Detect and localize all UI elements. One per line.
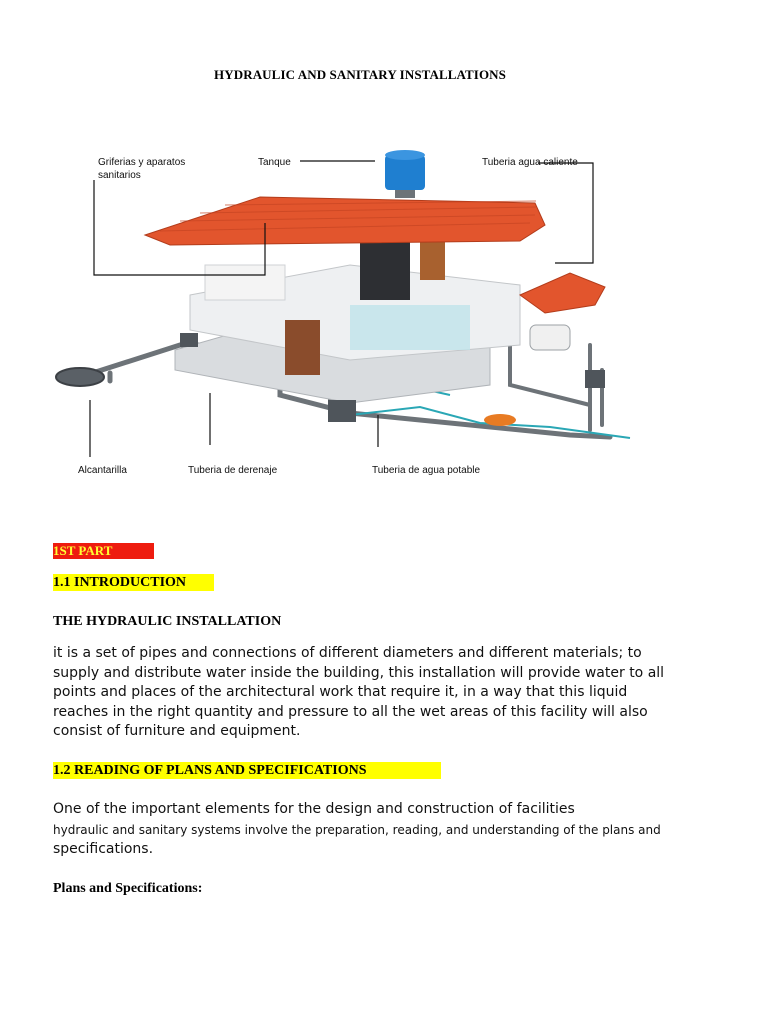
house-structure — [175, 240, 520, 403]
intro-paragraph: it is a set of pipes and connections of different diameters and different materials; to supply and distribute water inside the building, this installation will provide water to all points and places of the architectural work that require it, in a way that this liquid reaches in the right quantity and pressure to all the wet areas of this facility will also consist of furniture and equipment. — [53, 645, 665, 740]
reading-paragraph-line1: One of the important elements for the design and construction of facilities — [53, 801, 575, 817]
house-plumbing-illustration — [50, 145, 640, 485]
document-title: HYDRAULIC AND SANITARY INSTALLATIONS — [214, 67, 506, 82]
intro-heading: 1.1 INTRODUCTION — [53, 574, 214, 591]
car — [530, 325, 570, 350]
plans-specifications-heading: Plans and Specifications: — [53, 881, 203, 896]
label-sewer: Alcantarilla — [78, 465, 127, 476]
label-hot-water-pipe: Tuberia agua caliente — [482, 157, 578, 168]
water-tank — [385, 150, 425, 198]
label-faucets-line2: sanitarios — [98, 170, 141, 181]
label-faucets-line1: Griferias y aparatos — [98, 157, 186, 168]
illustration-svg — [50, 145, 640, 485]
hydraulic-installation-heading: THE HYDRAULIC INSTALLATION — [53, 614, 282, 629]
sewer-manhole — [56, 368, 104, 386]
reading-paragraph-line3: specifications. — [53, 841, 154, 857]
reading-plans-heading: 1.2 READING OF PLANS AND SPECIFICATIONS — [53, 762, 441, 779]
label-potable-water-pipe: Tuberia de agua potable — [372, 465, 481, 476]
reading-paragraph-line2: hydraulic and sanitary systems involve the preparation, reading, and understanding of the plans and — [53, 823, 661, 837]
junction-box — [585, 370, 605, 388]
label-tank: Tanque — [258, 157, 291, 168]
part-label: 1ST PART — [53, 543, 154, 559]
junction-box — [328, 400, 356, 422]
label-drain-pipe: Tuberia de derenaje — [188, 465, 278, 476]
orange-tank — [484, 414, 516, 426]
junction-box — [180, 333, 198, 347]
